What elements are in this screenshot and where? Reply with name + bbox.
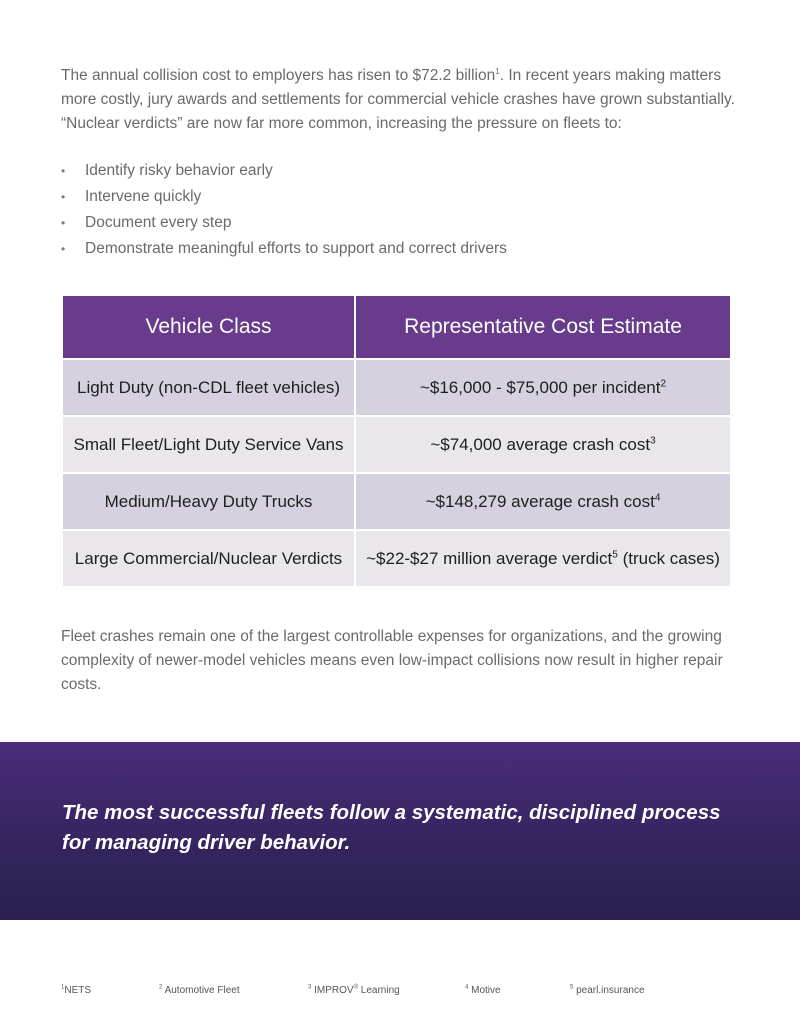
footnote-number: 2 <box>159 984 163 991</box>
vehicle-class-cell: Large Commercial/Nuclear Verdicts <box>62 530 355 587</box>
cost-estimate-text: ~$22-$27 million average verdict <box>366 548 613 568</box>
list-item <box>61 210 507 236</box>
cost-estimate-text: ~$16,000 - $75,000 per incident <box>419 377 661 397</box>
bullet-icon: • <box>61 190 66 204</box>
list-item <box>61 236 507 262</box>
footnote-number: 1 <box>61 984 65 991</box>
callout-banner <box>0 742 800 920</box>
list-item <box>61 184 507 210</box>
footnote-ref: 5 <box>612 548 618 560</box>
cost-estimate-text: ~$148,279 average crash cost <box>425 491 655 511</box>
footnote-ref: 3 <box>650 434 656 446</box>
footnote-source: pearl.insurance <box>576 985 645 996</box>
table-header-row <box>62 295 731 359</box>
cost-estimate-cell <box>355 530 731 587</box>
closing-paragraph: Fleet crashes remain one of the largest controllable expenses for organizations, and the growing complexity of newer-model vehicles means even low-impact collisions now result in higher repair costs. <box>61 628 723 693</box>
list-item-text: Demonstrate meaningful efforts to support and correct drivers <box>85 240 507 257</box>
column-header-vehicle-class: Vehicle Class <box>62 295 355 359</box>
callout-text: The most successful fleets follow a systematic, disciplined process for managing driver behavior. <box>62 801 721 854</box>
footnote-source: Automotive Fleet <box>164 985 240 996</box>
cost-table <box>61 294 732 588</box>
list-item-text: Intervene quickly <box>85 188 202 205</box>
footnote-2 <box>159 985 240 996</box>
bullet-icon: • <box>61 216 66 230</box>
column-header-cost-estimate: Representative Cost Estimate <box>355 295 731 359</box>
vehicle-class-cell: Small Fleet/Light Duty Service Vans <box>62 416 355 473</box>
bullet-icon: • <box>61 242 66 256</box>
list-item <box>61 158 507 184</box>
footnote-source: IMPROV <box>314 985 354 996</box>
vehicle-class-cell: Medium/Heavy Duty Trucks <box>62 473 355 530</box>
list-item-text: Identify risky behavior early <box>85 162 273 179</box>
footnote-ref: 4 <box>654 491 661 503</box>
table-row <box>62 530 731 587</box>
vehicle-class-cell: Light Duty (non-CDL fleet vehicles) <box>62 359 355 416</box>
cost-estimate-text: ~$74,000 average crash cost <box>430 434 651 454</box>
footnote-1 <box>61 985 91 996</box>
table-row <box>62 359 731 416</box>
footnotes <box>61 985 761 1001</box>
table-row <box>62 416 731 473</box>
footnote-number: 5 <box>570 984 574 991</box>
cost-estimate-cell <box>355 473 731 530</box>
footnote-3 <box>308 985 400 996</box>
list-item-text: Document every step <box>85 214 232 231</box>
footnote-4 <box>465 985 501 996</box>
intro-text-cont: . In recent years making matters more costly, jury awards and settlements for commercial vehicle crashes have grown substantially. “Nuclear verdicts” are now far more common, increasing the pressure on fleets to: <box>61 67 735 132</box>
footnote-source: NETS <box>64 985 92 996</box>
cost-estimate-suffix: (truck cases) <box>617 548 720 568</box>
pressure-list <box>61 158 507 262</box>
intro-text: The annual collision cost to employers has risen to $72.2 billion <box>61 67 496 84</box>
bullet-icon: • <box>61 164 66 178</box>
intro-paragraph <box>61 64 741 136</box>
table-row <box>62 473 731 530</box>
registered-mark: ® <box>353 984 358 991</box>
footnote-number: 3 <box>308 984 312 991</box>
footnote-number: 4 <box>465 984 469 991</box>
footnote-5 <box>570 985 645 996</box>
footnote-ref: 2 <box>660 377 667 389</box>
footnote-source: Motive <box>471 985 501 996</box>
cost-estimate-cell <box>355 416 731 473</box>
cost-estimate-cell <box>355 359 731 416</box>
footnote-source-cont: Learning <box>358 985 400 996</box>
footnote-ref-1: 1 <box>495 66 500 76</box>
